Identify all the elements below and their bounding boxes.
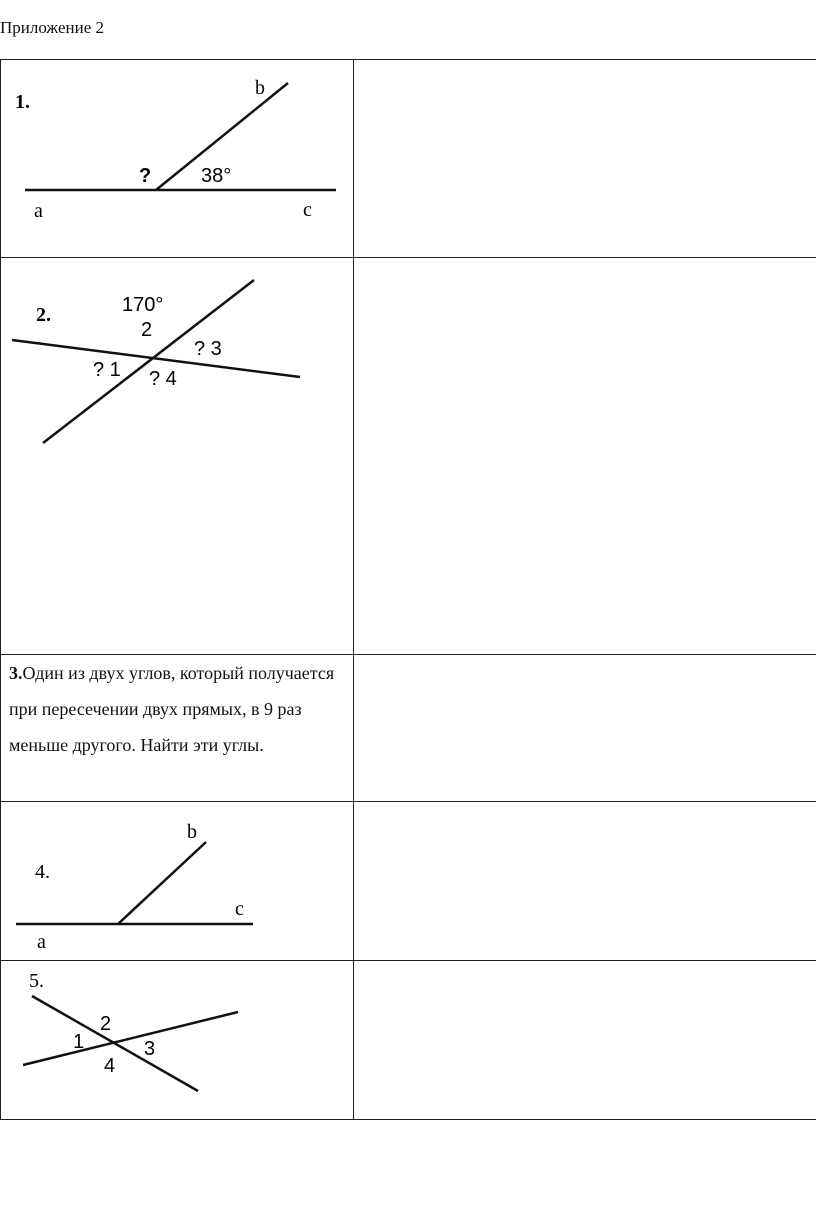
task-2-diagram xyxy=(1,258,353,654)
task-row-4 xyxy=(0,801,816,960)
task-4-answer-cell[interactable] xyxy=(353,802,816,960)
label-a: a xyxy=(37,931,46,953)
task-3-text-cell xyxy=(0,655,354,801)
task-3-text xyxy=(9,655,339,763)
task-5-figure-cell xyxy=(0,961,354,1119)
angle-4-label: ? 4 xyxy=(149,368,177,390)
task-3-statement: Один из двух углов, который получается при пересечении двух прямых, в 9 раз меньше другого. Найти эти углы. xyxy=(9,663,335,755)
page-header: Приложение 2 xyxy=(0,18,104,37)
angle-1-label: 1 xyxy=(73,1031,85,1053)
task-1-answer-cell[interactable] xyxy=(353,60,816,257)
task-3-answer-cell[interactable] xyxy=(353,655,816,801)
line-b xyxy=(118,842,206,924)
label-c: c xyxy=(235,898,244,920)
angle-2-label: 2 xyxy=(141,319,153,341)
angle-3-label: 3 xyxy=(144,1038,156,1060)
task-row-2 xyxy=(0,257,816,654)
label-b: b xyxy=(255,77,265,99)
angle-4-label: 4 xyxy=(104,1055,116,1077)
task-row-5 xyxy=(0,960,816,1120)
unknown-angle-label: ? xyxy=(139,165,152,187)
task-2-figure-cell xyxy=(0,258,354,654)
task-1-diagram xyxy=(1,60,353,257)
task-row-1 xyxy=(0,59,816,257)
label-b: b xyxy=(187,821,197,843)
task-1-figure-cell xyxy=(0,60,354,257)
task-4-number: 4. xyxy=(35,861,50,883)
task-5-answer-cell[interactable] xyxy=(353,961,816,1119)
label-a: a xyxy=(34,200,43,222)
task-4-figure-cell xyxy=(0,802,354,960)
task-row-3 xyxy=(0,654,816,801)
task-1-number: 1. xyxy=(15,91,30,113)
task-3-number: 3. xyxy=(9,663,23,683)
task-2-number: 2. xyxy=(36,304,51,326)
angle-170-label: 170° xyxy=(122,294,164,316)
task-5-number: 5. xyxy=(29,970,44,992)
task-5-diagram xyxy=(1,961,353,1119)
angle-2-label: 2 xyxy=(100,1013,112,1035)
task-4-diagram xyxy=(1,802,353,960)
task-2-answer-cell[interactable] xyxy=(353,258,816,654)
label-c: c xyxy=(303,199,312,221)
angle-1-label: ? 1 xyxy=(93,359,121,381)
angle-3-label: ? 3 xyxy=(194,338,222,360)
line-2 xyxy=(23,1012,238,1065)
tasks-table xyxy=(0,59,816,1120)
angle-38-label: 38° xyxy=(201,165,232,187)
